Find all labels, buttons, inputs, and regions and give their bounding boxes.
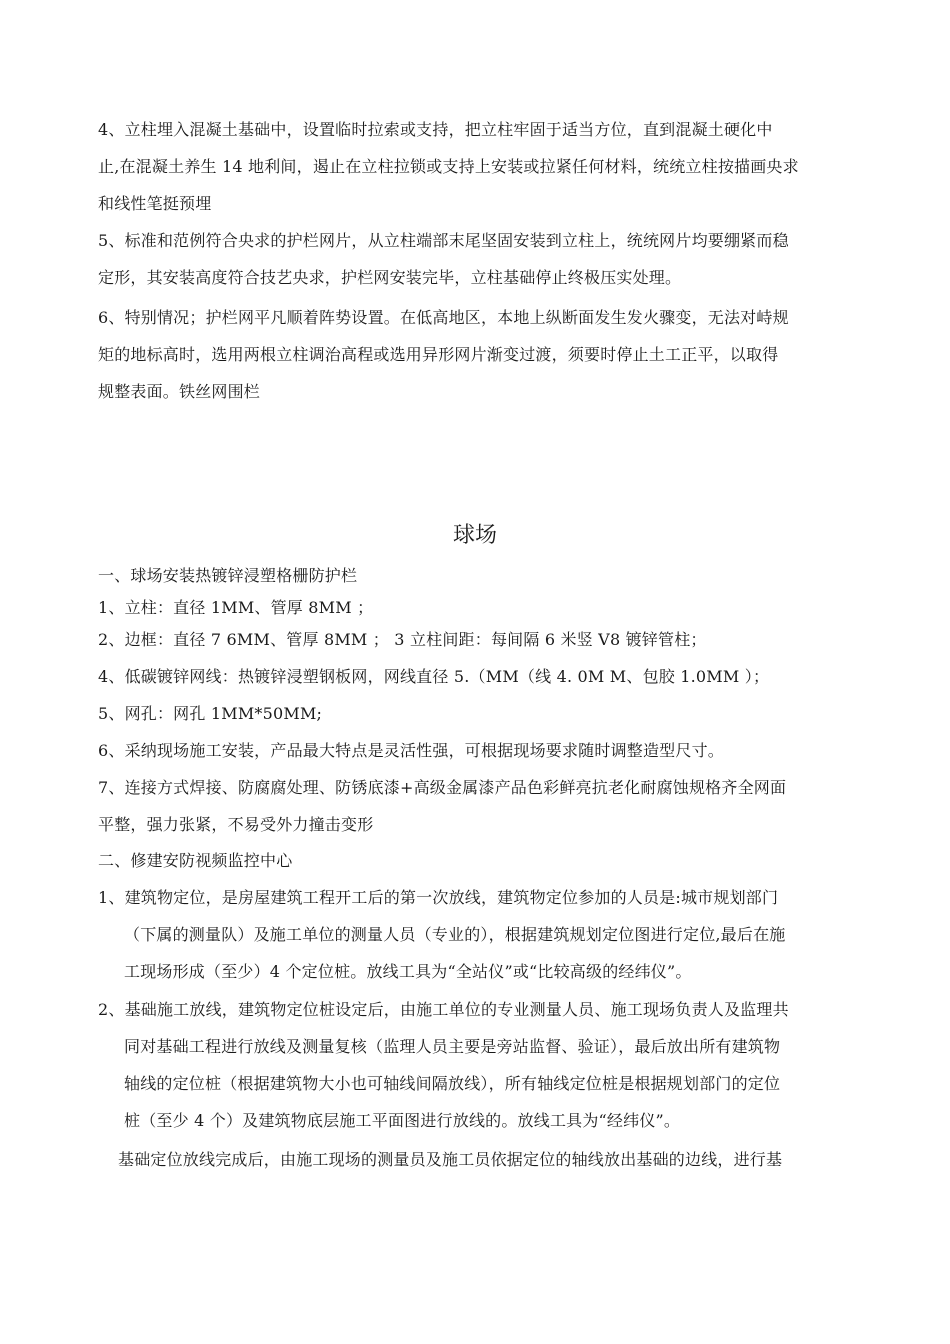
closing-paragraph-line: 基础定位放线完成后，由施工现场的测量员及施工员依据定位的轴线放出基础的边线，进行基 [118,1150,783,1169]
heading-1: 一、球场安装热镀锌浸塑格栅防护栏 [98,566,358,585]
item-1-line-3: 工现场形成（至少）4 个定位桩。放线工具为“全站仪”或“比较高级的经纬仪”。 [124,962,692,981]
paragraph-4-line-3: 和线性笔挺预埋 [98,194,212,213]
page-title: 球场 [452,523,497,548]
paragraph-5-line-1: 5、标准和范例符合央求的护栏网片，从立柱端部末尾坚固安装到立柱上，统统网片均要绷紧而稳 [98,231,789,250]
heading-2: 二、修建安防视频监控中心 [98,851,293,870]
paragraph-6-line-1: 6、特别情况；护栏网平凡顺着阵势设置。在低高地区，本地上纵断面发生发火骤变，无法对峙规 [98,308,789,327]
spec-item: 1、立柱：直径 1MM、管厚 8MM ； [98,598,374,617]
paragraph-5-line-2: 定形，其安装高度符合技艺央求，护栏网安装完毕，立柱基础停止终极压实处理。 [98,268,682,287]
spec-item: 2、边框：直径 7 6MM、管厚 8MM ； 3 立柱间距：每间隔 6 米竖 V8 镀锌管柱； [98,630,707,649]
paragraph-4-line-1: 4、立柱埋入混凝土基础中，设置临时拉索或支持，把立柱牢固于适当方位，直到混凝土硬化中 [98,120,773,139]
item-1-line-1: 1、建筑物定位，是房屋建筑工程开工后的第一次放线，建筑物定位参加的人员是:城市规划部门 [98,888,779,907]
item-2-line-1: 2、基础施工放线，建筑物定位桩设定后，由施工单位的专业测量人员、施工现场负责人及监理共 [98,1000,789,1019]
item-2-line-2: 同对基础工程进行放线及测量复核（监理人员主要是旁站监督、验证），最后放出所有建筑物 [124,1037,781,1056]
spec-item: 7、连接方式焊接、防腐腐处理、防锈底漆+高级金属漆产品色彩鲜亮抗老化耐腐蚀规格齐全网面 [98,778,787,797]
item-1-line-2: （下属的测量队）及施工单位的测量人员（专业的），根据建筑规划定位图进行定位,最后在施 [124,925,786,944]
item-2-line-3: 轴线的定位桩（根据建筑物大小也可轴线间隔放线），所有轴线定位桩是根据规划部门的定位 [124,1074,781,1093]
paragraph-6-line-2: 矩的地标高时，选用两根立柱调治高程或选用异形网片渐变过渡，须要时停止土工正平，以取得 [98,345,779,364]
paragraph-6-line-3: 规整表面。铁丝网围栏 [98,382,261,401]
item-2-line-4: 桩（至少 4 个）及建筑物底层施工平面图进行放线的。放线工具为“经纬仪”。 [124,1111,681,1130]
spec-item: 4、低碳镀锌网线：热镀锌浸塑钢板网，网线直径 5.（MM（线 4. 0M M、包胶 1.0MM ）； [98,667,770,686]
spec-item: 平整，强力张紧，不易受外力撞击变形 [98,815,374,834]
spec-item: 5、网孔：网孔 1MM*50MM; [98,704,323,723]
spec-item: 6、采纳现场施工安装，产品最大特点是灵活性强，可根据现场要求随时调整造型尺寸。 [98,741,724,760]
paragraph-4-line-2: 止,在混凝土养生 14 地利间，遏止在立柱拉锁或支持上安装或拉紧任何材料，统统立柱按描画央求 [98,157,799,176]
